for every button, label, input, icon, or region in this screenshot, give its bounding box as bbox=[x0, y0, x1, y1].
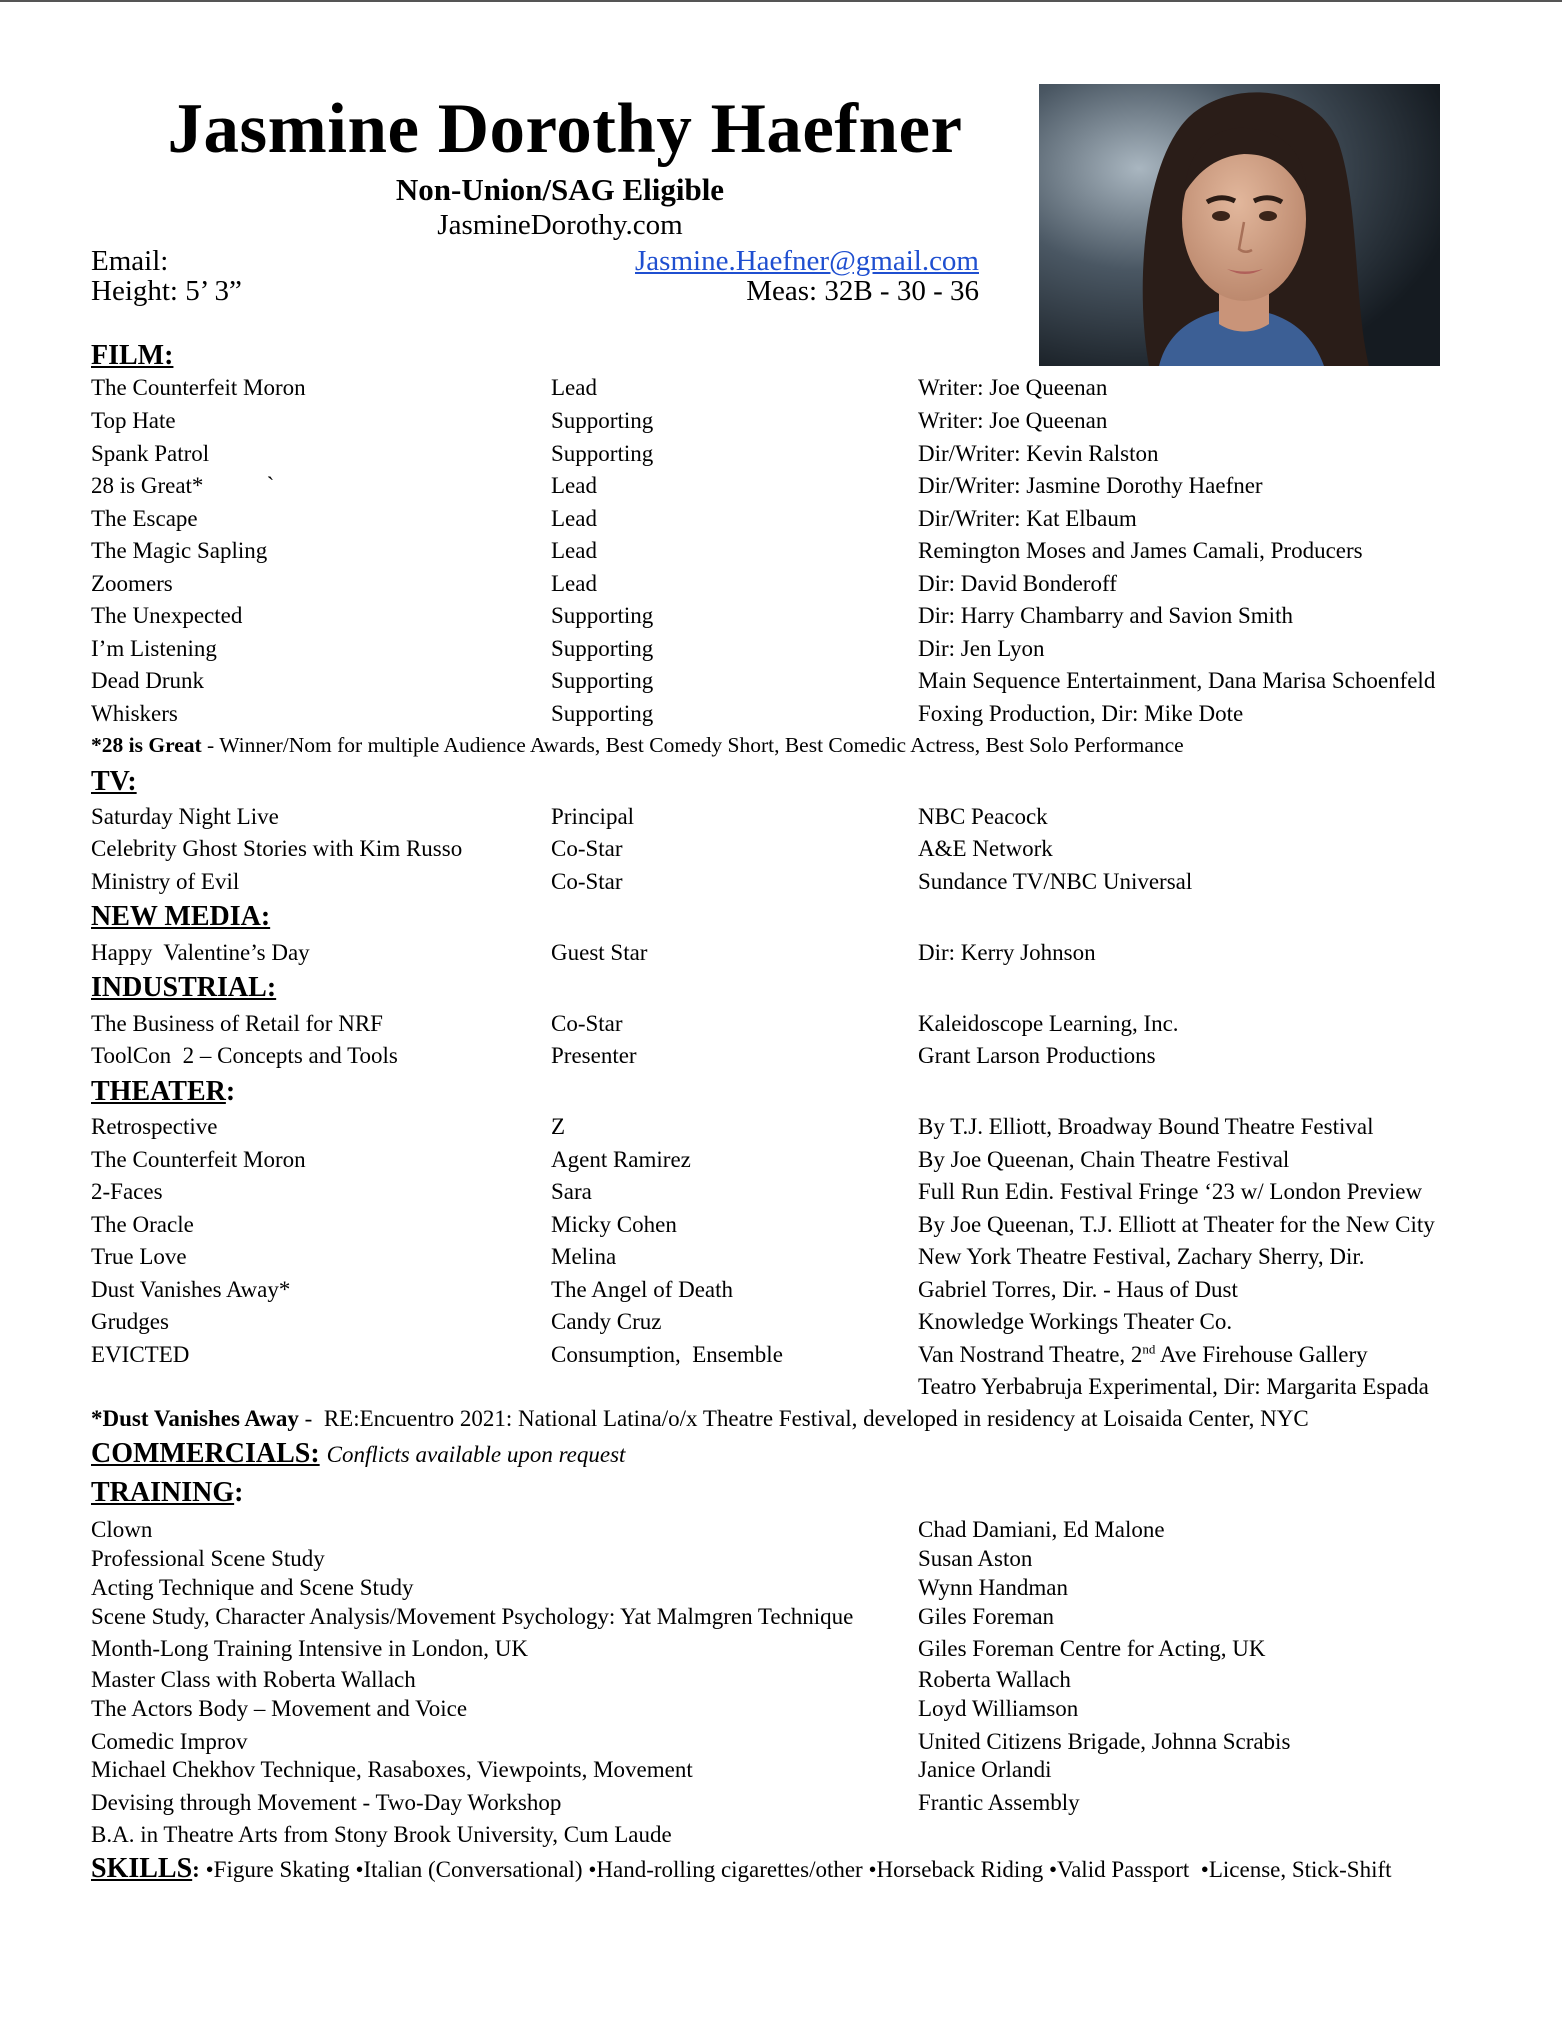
film-role: Supporting bbox=[551, 408, 654, 433]
film-credit: Writer: Joe Queenan bbox=[918, 408, 1108, 433]
industrial-row: The Business of Retail for NRF Co-Star Kaleidoscope Learning, Inc. bbox=[91, 1011, 1179, 1036]
website: JasmineDorothy.com bbox=[437, 209, 683, 241]
training-row: Devising through Movement - Two-Day Workshop Frantic Assembly bbox=[91, 1790, 1080, 1815]
training-row: The Actors Body – Movement and Voice Loyd Williamson bbox=[91, 1696, 1079, 1721]
film-credit: Dir/Writer: Kat Elbaum bbox=[918, 506, 1137, 531]
film-credit: Main Sequence Entertainment, Dana Marisa Schoenfeld bbox=[918, 668, 1436, 693]
film-credit: Dir/Writer: Jasmine Dorothy Haefner bbox=[918, 473, 1263, 498]
industrial-row: ToolCon 2 – Concepts and Tools Presenter Grant Larson Productions bbox=[91, 1043, 1156, 1068]
theater-row-evicted-cont: Teatro Yerbabruja Experimental, Dir: Margarita Espada bbox=[918, 1374, 1429, 1399]
actor-name: Jasmine Dorothy Haefner bbox=[167, 90, 963, 168]
training-row: Master Class with Roberta Wallach Roberta Wallach bbox=[91, 1667, 1071, 1692]
film-heading: FILM: bbox=[91, 340, 174, 371]
commercials-note: Conflicts available upon request bbox=[326, 1442, 626, 1467]
film-title: I’m Listening bbox=[91, 636, 217, 661]
film-row bbox=[91, 438, 1491, 470]
theater-row: True Love Melina New York Theatre Festival, Zachary Sherry, Dir. bbox=[91, 1244, 1365, 1269]
training-row: Clown Chad Damiani, Ed Malone bbox=[91, 1517, 1165, 1542]
new-media-heading: NEW MEDIA: bbox=[91, 901, 271, 932]
training-row: B.A. in Theatre Arts from Stony Brook University, Cum Laude bbox=[91, 1822, 672, 1847]
film-title: The Magic Sapling bbox=[91, 538, 268, 563]
film-title: 28 is Great* ` bbox=[91, 473, 275, 498]
film-role: Lead bbox=[551, 375, 597, 400]
theater-row: The Oracle Micky Cohen By Joe Queenan, T.J. Elliott at Theater for the New City bbox=[91, 1212, 1435, 1237]
film-row bbox=[91, 535, 1491, 567]
film-credit: Dir: Jen Lyon bbox=[918, 636, 1045, 661]
headshot-illustration bbox=[1039, 84, 1440, 366]
film-role: Supporting bbox=[551, 668, 654, 693]
film-row bbox=[91, 665, 1491, 697]
film-row bbox=[91, 698, 1491, 730]
film-role: Supporting bbox=[551, 441, 654, 466]
skills-list: •Figure Skating •Italian (Conversational) •Hand-rolling cigarettes/other •Horseback Riding •Valid Passport •License, Stick-Shift bbox=[199, 1857, 1392, 1882]
film-role: Lead bbox=[551, 506, 597, 531]
film-row bbox=[91, 600, 1491, 632]
film-row bbox=[91, 633, 1491, 665]
film-credit: Remington Moses and James Camali, Producers bbox=[918, 538, 1363, 563]
theater-row: The Counterfeit Moron Agent Ramirez By Joe Queenan, Chain Theatre Festival bbox=[91, 1147, 1290, 1172]
film-title: The Counterfeit Moron bbox=[91, 375, 306, 400]
film-credit: Dir/Writer: Kevin Ralston bbox=[918, 441, 1159, 466]
theater-row: 2-Faces Sara Full Run Edin. Festival Fringe ‘23 w/ London Preview bbox=[91, 1179, 1423, 1204]
theater-row: Grudges Candy Cruz Knowledge Workings Theater Co. bbox=[91, 1309, 1233, 1334]
film-row bbox=[91, 503, 1491, 535]
union-status: Non-Union/SAG Eligible bbox=[395, 172, 725, 207]
training-heading: TRAINING: bbox=[91, 1477, 244, 1508]
email-link[interactable]: Jasmine.Haefner@gmail.com bbox=[635, 245, 979, 277]
film-title: The Escape bbox=[91, 506, 198, 531]
film-row bbox=[91, 470, 1491, 502]
film-title: Whiskers bbox=[91, 701, 178, 726]
theater-heading: THEATER: bbox=[91, 1076, 236, 1107]
film-footnote: *28 is Great - Winner/Nom for multiple Audience Awards, Best Comedy Short, Best Comedic Actress, Best Solo Performance bbox=[91, 733, 1184, 757]
height: Height: 5’ 3” bbox=[91, 275, 242, 307]
film-credit: Writer: Joe Queenan bbox=[918, 375, 1108, 400]
film-role: Supporting bbox=[551, 603, 654, 628]
new-media-row: Happy Valentine’s Day Guest Star Dir: Kerry Johnson bbox=[91, 940, 1096, 965]
tv-row: Celebrity Ghost Stories with Kim Russo Co-Star A&E Network bbox=[91, 836, 1053, 861]
theater-footnote: *Dust Vanishes Away - RE:Encuentro 2021: National Latina/o/x Theatre Festival, developed in residency at Loisaida Center, NYC bbox=[91, 1406, 1309, 1431]
film-title: Spank Patrol bbox=[91, 441, 210, 466]
tv-row: Saturday Night Live Principal NBC Peacock bbox=[91, 804, 1048, 829]
tv-row: Ministry of Evil Co-Star Sundance TV/NBC Universal bbox=[91, 869, 1193, 894]
tv-heading: TV: bbox=[91, 766, 137, 797]
training-row: Michael Chekhov Technique, Rasaboxes, Viewpoints, Movement Janice Orlandi bbox=[91, 1757, 1052, 1782]
film-role: Lead bbox=[551, 473, 597, 498]
email-line bbox=[91, 245, 979, 277]
skills-line: SKILLS: •Figure Skating •Italian (Conversational) •Hand-rolling cigarettes/other •Horseback Riding •Valid Passport •License, Stick-Shift bbox=[91, 1853, 1392, 1884]
film-title: The Unexpected bbox=[91, 603, 243, 628]
film-credit: Dir: David Bonderoff bbox=[918, 571, 1117, 596]
film-role: Supporting bbox=[551, 636, 654, 661]
training-row: Comedic Improv United Citizens Brigade, Johnna Scrabis bbox=[91, 1729, 1291, 1754]
measurements-line bbox=[91, 275, 979, 307]
theater-row: Retrospective Z By T.J. Elliott, Broadway Bound Theatre Festival bbox=[91, 1114, 1374, 1139]
film-title: Top Hate bbox=[91, 408, 176, 433]
headshot-photo bbox=[1039, 84, 1440, 366]
film-title: Zoomers bbox=[91, 571, 173, 596]
page-top-border bbox=[0, 0, 1562, 2]
industrial-heading: INDUSTRIAL: bbox=[91, 972, 277, 1003]
email-label: Email: bbox=[91, 245, 169, 277]
film-row bbox=[91, 372, 1491, 404]
training-row: Month-Long Training Intensive in London, UK Giles Foreman Centre for Acting, UK bbox=[91, 1636, 1266, 1661]
film-role: Lead bbox=[551, 571, 597, 596]
skills-heading: SKILLS bbox=[91, 1853, 193, 1884]
film-role: Lead bbox=[551, 538, 597, 563]
commercials-heading: COMMERCIALS: Conflicts available upon request bbox=[91, 1438, 626, 1469]
film-credit: Dir: Harry Chambarry and Savion Smith bbox=[918, 603, 1293, 628]
theater-row: Dust Vanishes Away* The Angel of Death Gabriel Torres, Dir. - Haus of Dust bbox=[91, 1277, 1238, 1302]
training-row: Scene Study, Character Analysis/Movement Psychology: Yat Malmgren Technique Giles Foreman bbox=[91, 1604, 1055, 1629]
theater-row-evicted: EVICTED Consumption, Ensemble Van Nostrand Theatre, 2nd Ave Firehouse Gallery bbox=[91, 1341, 1368, 1367]
training-row: Professional Scene Study Susan Aston bbox=[91, 1546, 1033, 1571]
film-row bbox=[91, 405, 1491, 437]
measurements: Meas: 32B - 30 - 36 bbox=[746, 275, 979, 307]
film-title: Dead Drunk bbox=[91, 668, 205, 693]
film-row bbox=[91, 568, 1491, 600]
film-role: Supporting bbox=[551, 701, 654, 726]
training-row: Acting Technique and Scene Study Wynn Handman bbox=[91, 1575, 1068, 1600]
film-credit: Foxing Production, Dir: Mike Dote bbox=[918, 701, 1244, 726]
